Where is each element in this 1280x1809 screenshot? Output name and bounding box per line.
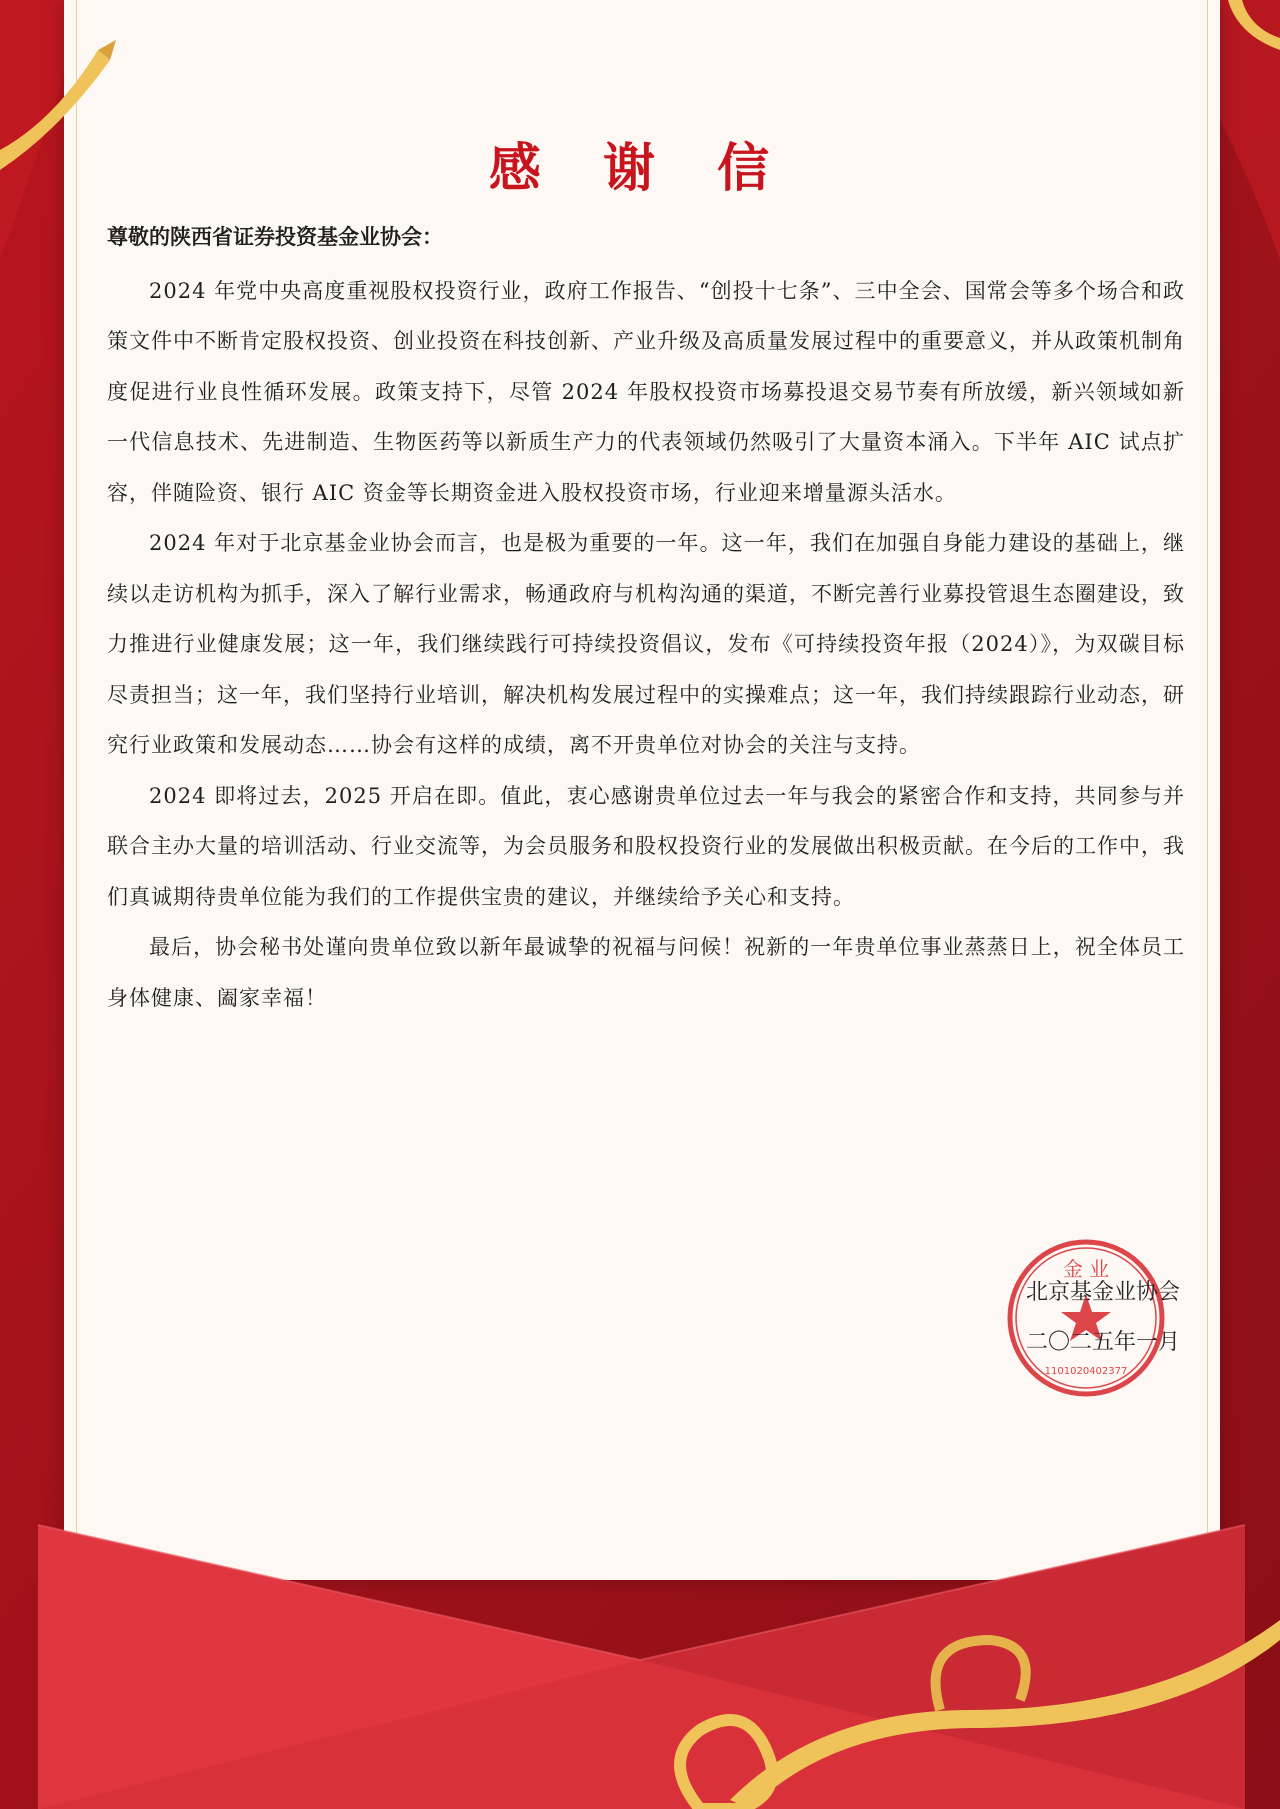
seal-number: 1101020402377 [1044,1366,1128,1377]
letter-paragraph: 2024 即将过去，2025 开启在即。值此，衷心感谢贵单位过去一年与我会的紧密合作和支持，共同参与并联合主办大量的培训活动、行业交流等，为会员服务和股权投资行业的发展做出积极贡献。在今后的工作中，我们真诚期待贵单位能为我们的工作提供宝贵的建议，并继续给予关心和支持。 [107,783,1185,909]
letter-title: 感 谢 信 [488,139,792,199]
letter-greeting: 尊敬的陕西省证券投资基金业协会： [107,225,443,249]
letter-body [107,212,1185,1023]
letter-paragraph: 最后，协会秘书处谨向贵单位致以新年最诚挚的祝福与问候！祝新的一年贵单位事业蒸蒸日上，祝全体员工身体健康、阖家幸福！ [107,935,1185,1010]
signature-block [960,1268,1180,1368]
signature-date: 二〇二五年一月 [1025,1330,1180,1355]
letter-paragraph: 2024 年党中央高度重视股权投资行业，政府工作报告、“创投十七条”、三中全会、国常会等多个场合和政策文件中不断肯定股权投资、创业投资在科技创新、产业升级及高质量发展过程中的重要意义，并从政策机制角度促进行业良性循环发展。政策支持下，尽管 2024 年股权投资市场募投退交易节奏有所放缓，新兴领域如新一代信息技术、先进制造、生物医药等以新质生产力的代表领域仍然吸引了大量资本涌入。下半年 AIC 试点扩容，伴随险资、银行 AIC 资金等长期资金进入股权投资市场，行业迎来增量源头活水。 [107,278,1185,505]
signature-org: 北京基金业协会 [1025,1280,1180,1305]
letter-paragraph: 2024 年对于北京基金业协会而言，也是极为重要的一年。这一年，我们在加强自身能力建设的基础上，继续以走访机构为抓手，深入了解行业需求，畅通政府与机构沟通的渠道，不断完善行业募投管退生态圈建设，致力推进行业健康发展；这一年，我们继续践行可持续投资倡议，发布《可持续投资年报（2024）》，为双碳目标尽责担当；这一年，我们坚持行业培训，解决机构发展过程中的实操难点；这一年，我们持续跟踪行业动态，研究行业政策和发展动态……协会有这样的成绩，离不开贵单位对协会的关注与支持。 [107,531,1185,757]
seal-top-text: 金 业 [1062,1257,1110,1281]
